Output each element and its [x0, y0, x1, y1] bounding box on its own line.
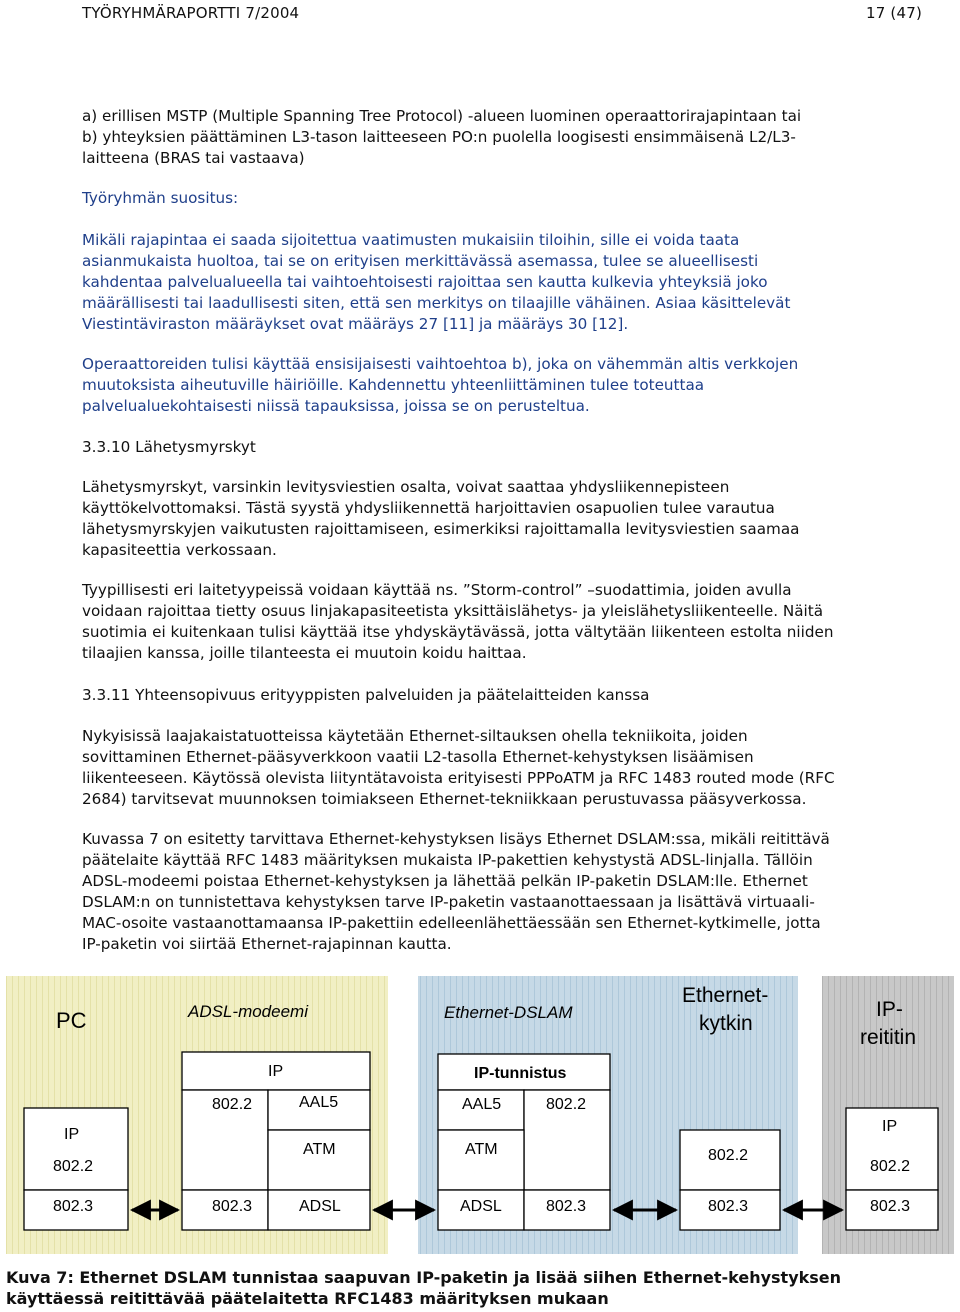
text-line: tilaajien kanssa, joille tilanteesta ei muutoin koidu haittaa. — [82, 644, 527, 662]
modem-8022-label: 802.2 — [212, 1096, 253, 1113]
text-line: DSLAM:n on tunnistettava kehystyksen tarve IP-paketin vastaanottaessaan ja lisättävä virtuaali- — [82, 893, 815, 911]
recommendation-title — [82, 188, 948, 209]
caption-line: käyttäessä reitittävää päätelaitetta RFC1483 määrityksen mukaan — [6, 1289, 609, 1308]
pc-title: PC — [56, 1008, 87, 1033]
text-line: Kuvassa 7 on esitetty tarvittava Ethernet-kehystyksen lisäys Ethernet DSLAM:ssa, mikäli reitittävä — [82, 830, 830, 848]
router-ip-label: IP — [882, 1118, 898, 1135]
text-line: Nykyisissä laajakaistatuotteissa käytetään Ethernet-siltauksen ohella tekniikoita, joiden — [82, 727, 748, 745]
text-line: Lähetysmyrskyt, varsinkin levitysviestien osalta, voivat saattaa yhdysliikennepisteen — [82, 478, 730, 496]
modem-8023-label: 802.3 — [212, 1198, 253, 1215]
router-8022-label: 802.2 — [870, 1158, 911, 1175]
text-line: kahdentaa palvelualueella tai vaihtoehtoisesti rajoittaa sen kautta kulkevia yhteyksiä joko — [82, 273, 768, 291]
modem-atm-label: ATM — [303, 1141, 336, 1158]
switch-8023-label: 802.3 — [708, 1198, 749, 1215]
pc-8023-label: 802.3 — [53, 1198, 94, 1215]
dslam-ip-tunnistus-label: IP-tunnistus — [474, 1065, 567, 1082]
text-line: ADSL-modeemi poistaa Ethernet-kehystyksen ja lähettää pelkän IP-paketin DSLAM:lle. Ethernet — [82, 872, 808, 890]
text-line: laitteena (BRAS tai vastaava) — [82, 149, 305, 167]
text-line: Viestintäviraston määräykset ovat määräys 27 [11] ja määräys 30 [12]. — [82, 315, 629, 333]
text-line: Mikäli rajapintaa ei saada sijoitettua vaatimusten mukaisiin tiloihin, sille ei voida taata — [82, 231, 740, 249]
broadcast-storm-paragraph — [82, 477, 948, 561]
text-line: b) yhteyksien päättäminen L3-tason laitteeseen PO:n puolella loogisesti ensimmäisenä L2/L3- — [82, 128, 796, 146]
modem-adsl-label: ADSL — [299, 1198, 341, 1215]
recommendation-paragraph — [82, 230, 948, 335]
modem-aal5-label: AAL5 — [299, 1094, 339, 1111]
text-line: sovittaminen Ethernet-pääsyverkkoon vaatii L2-tasolla Ethernet-kehystyksen lisäämisen — [82, 748, 754, 766]
router-title-line1: IP- — [876, 998, 903, 1021]
text-line: käyttökelvottomaksi. Tästä syystä yhdysliikennettä harjoittavien osapuolien tulee varautua — [82, 499, 775, 517]
text-line: Työryhmän suositus: — [82, 189, 239, 207]
switch-title-line1: Ethernet- — [682, 984, 769, 1007]
page-number: 17 (47) — [865, 4, 922, 22]
text-line: 2684) tarvitsevat muunnoksen toimiakseen Ethernet-tekniikkaan perustuvassa pääsyverkossa. — [82, 790, 807, 808]
pc-ip-label: IP — [64, 1126, 80, 1143]
router-8023-label: 802.3 — [870, 1198, 911, 1215]
section-heading-3-3-10 — [82, 437, 948, 458]
figure-description-paragraph — [82, 829, 948, 955]
text-line: liikenteeseen. Käytössä olevista liityntätavoista erityisesti PPPoATM ja RFC 1483 routed mode (RFC — [82, 769, 835, 787]
options-paragraph — [82, 106, 948, 169]
text-line: Operaattoreiden tulisi käyttää ensisijaisesti vaihtoehtoa b), joka on vähemmän altis verkkojen — [82, 355, 799, 373]
text-line: MAC-osoite vastaanottamaansa IP-pakettiin edelleenlähettäessään sen Ethernet-kytkimelle, jotta — [82, 914, 821, 932]
dslam-adsl-label: ADSL — [460, 1198, 502, 1215]
text-line: suotimia ei kuitenkaan tulisi käyttää itse yhdyskäytävässä, jotta vältytään liikenteen estolta niiden — [82, 623, 834, 641]
text-line: 3.3.10 Lähetysmyrskyt — [82, 438, 256, 456]
text-line: lähetysmyrskyjen vaikutusten rajoittamiseen, esimerkiksi rajoittamalla levitysviestien saamaa — [82, 520, 800, 538]
text-line: kapasiteettia verkossaan. — [82, 541, 277, 559]
compatibility-paragraph — [82, 726, 948, 810]
switch-8022-label: 802.2 — [708, 1147, 749, 1164]
text-line: asianmukaista huoltoa, tai se on erityisen merkittävässä asemassa, tulee se alueellisesti — [82, 252, 759, 270]
modem-title: ADSL-modeemi — [188, 1002, 308, 1021]
modem-ip-label: IP — [268, 1063, 284, 1080]
router-title-line2: reititin — [860, 1026, 917, 1049]
text-line: muutoksista aiheutuville häiriöille. Kahdennettu yhteenliittäminen tulee toteuttaa — [82, 376, 705, 394]
dslam-title: Ethernet-DSLAM — [444, 1003, 573, 1022]
text-line: Tyypillisesti eri laitetyypeissä voidaan käyttää ns. ”Storm-control” –suodattimia, joiden avulla — [82, 581, 792, 599]
switch-title-line2: kytkin — [699, 1012, 753, 1035]
text-line: päätelaite käyttää RFC 1483 määrityksen mukaista IP-pakettien kehystystä ADSL-linjalla. Tällöin — [82, 851, 813, 869]
text-line: IP-paketin voi siirtää Ethernet-rajapinnan kautta. — [82, 935, 452, 953]
caption-line: Kuva 7: Ethernet DSLAM tunnistaa saapuvan IP-paketin ja lisää siihen Ethernet-kehystyksen — [6, 1268, 842, 1287]
text-line: a) erillisen MSTP (Multiple Spanning Tree Protocol) -alueen luominen operaattorirajapintaan tai — [82, 107, 802, 125]
pc-8022-label: 802.2 — [53, 1158, 94, 1175]
storm-control-paragraph — [82, 580, 948, 664]
dslam-8023-label: 802.3 — [546, 1198, 587, 1215]
dslam-aal5-label: AAL5 — [462, 1096, 502, 1113]
text-line: voidaan rajoittaa tietty osuus linjakapasiteetista yksittäislähetys- ja yleislähetysliikenteelle. Näitä — [82, 602, 824, 620]
operators-paragraph — [82, 354, 948, 417]
section-heading-3-3-11 — [82, 685, 948, 706]
report-header: TYÖRYHMÄRAPORTTI 7/2004 — [82, 4, 300, 22]
dslam-atm-label: ATM — [465, 1141, 498, 1158]
text-line: määrällisesti tai laadullisesti siten, että sen merkitys on tilaajille vähäinen. Asiaa käsittelevät — [82, 294, 791, 312]
text-line: palvelualuekohtaisesti niissä tapauksissa, joissa se on perusteltua. — [82, 397, 590, 415]
text-line: 3.3.11 Yhteensopivuus erityyppisten palveluiden ja päätelaitteiden kanssa — [82, 686, 650, 704]
dslam-8022-label: 802.2 — [546, 1096, 587, 1113]
protocol-stack-figure — [0, 970, 960, 1260]
figure-caption — [6, 1267, 841, 1309]
